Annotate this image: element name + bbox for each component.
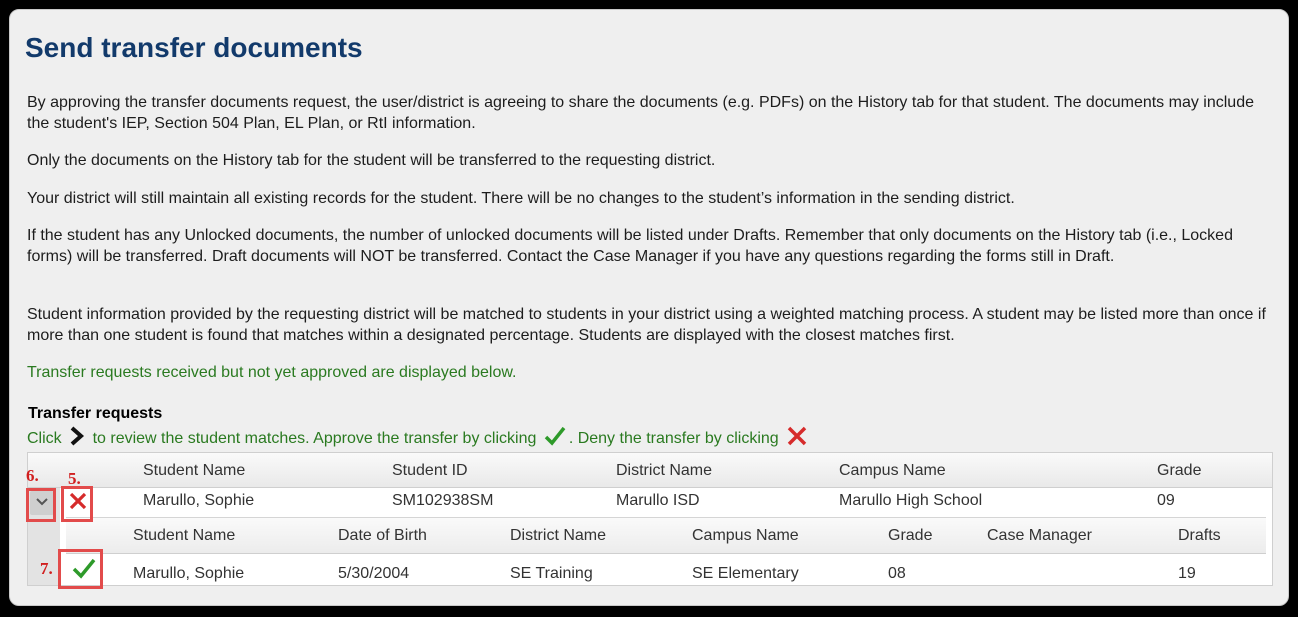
district-name: Marullo ISD	[616, 492, 700, 509]
match-date-of-birth: 5/30/2004	[338, 565, 410, 582]
col-match-campus-name[interactable]: Campus Name	[692, 527, 799, 544]
history-paragraph: Only the documents on the History tab for the student will be transferred to the requesting district.	[27, 152, 716, 169]
col-student-name[interactable]: Student Name	[143, 462, 246, 479]
annotation-7: 7.	[40, 559, 53, 578]
col-case-manager[interactable]: Case Manager	[987, 527, 1092, 544]
annotation-5: 5.	[68, 469, 81, 488]
transfer-requests-table	[27, 452, 1273, 586]
campus-name: Marullo High School	[839, 492, 983, 509]
col-match-grade[interactable]: Grade	[888, 527, 933, 544]
page-title: Send transfer documents	[25, 32, 363, 63]
match-drafts: 19	[1178, 565, 1196, 582]
match-district-name: SE Training	[510, 565, 593, 582]
match-campus-name: SE Elementary	[692, 565, 799, 582]
col-district-name[interactable]: District Name	[616, 462, 713, 479]
instr-deny-text: . Deny the transfer by clicking	[568, 430, 779, 448]
instr-review-text: to review the student matches. Approve the transfer by clicking	[92, 430, 537, 448]
annotation-box-deny	[61, 486, 93, 522]
annotation-box-approve	[58, 549, 103, 589]
annotation-6: 6.	[26, 466, 39, 485]
transfer-requests-heading: Transfer requests	[28, 405, 163, 422]
x-icon	[786, 426, 808, 452]
col-date-of-birth[interactable]: Date of Birth	[338, 527, 427, 544]
match-grade: 08	[888, 565, 906, 582]
col-drafts[interactable]: Drafts	[1178, 527, 1221, 544]
transfer-documents-panel	[9, 9, 1289, 606]
instr-click-text: Click	[27, 430, 62, 448]
col-campus-name[interactable]: Campus Name	[839, 462, 946, 479]
drafts-paragraph: If the student has any Unlocked documents, the number of unlocked documents will be listed under Drafts. Remember that only documents on the History tab (i.e., Locked forms) will be transferred. Draft documents will NOT be transferred. Contact the Case Manager if you have any questions regarding the forms still in Draft.	[27, 227, 1233, 265]
pending-notice: Transfer requests received but not yet approved are displayed below.	[27, 364, 517, 381]
col-match-student-name[interactable]: Student Name	[133, 527, 236, 544]
col-grade[interactable]: Grade	[1157, 462, 1202, 479]
checkmark-icon	[544, 426, 566, 452]
chevron-right-icon	[69, 426, 85, 452]
student-name: Marullo, Sophie	[143, 492, 255, 509]
col-student-id[interactable]: Student ID	[392, 462, 468, 479]
annotation-box-expand	[26, 488, 56, 522]
table-header	[28, 453, 1272, 488]
match-table-header	[66, 517, 1266, 554]
col-match-district-name[interactable]: District Name	[510, 527, 607, 544]
intro-paragraph: By approving the transfer documents request, the user/district is agreeing to share the documents (e.g. PDFs) on the History tab for that student. The documents may include the student's IEP, Section 504 Plan, EL Plan, or RtI information.	[27, 94, 1254, 132]
transfer-instructions	[27, 426, 811, 452]
matching-paragraph: Student information provided by the requesting district will be matched to students in your district using a weighted matching process. A student may be listed more than once if more than one student is found that matches within a designated percentage. Students are displayed with the closest matches first.	[27, 306, 1266, 344]
match-student-name: Marullo, Sophie	[133, 565, 245, 582]
grade: 09	[1157, 492, 1175, 509]
student-id: SM102938SM	[392, 492, 494, 509]
records-paragraph: Your district will still maintain all existing records for the student. There will be no changes to the student’s information in the sending district.	[27, 190, 1015, 207]
